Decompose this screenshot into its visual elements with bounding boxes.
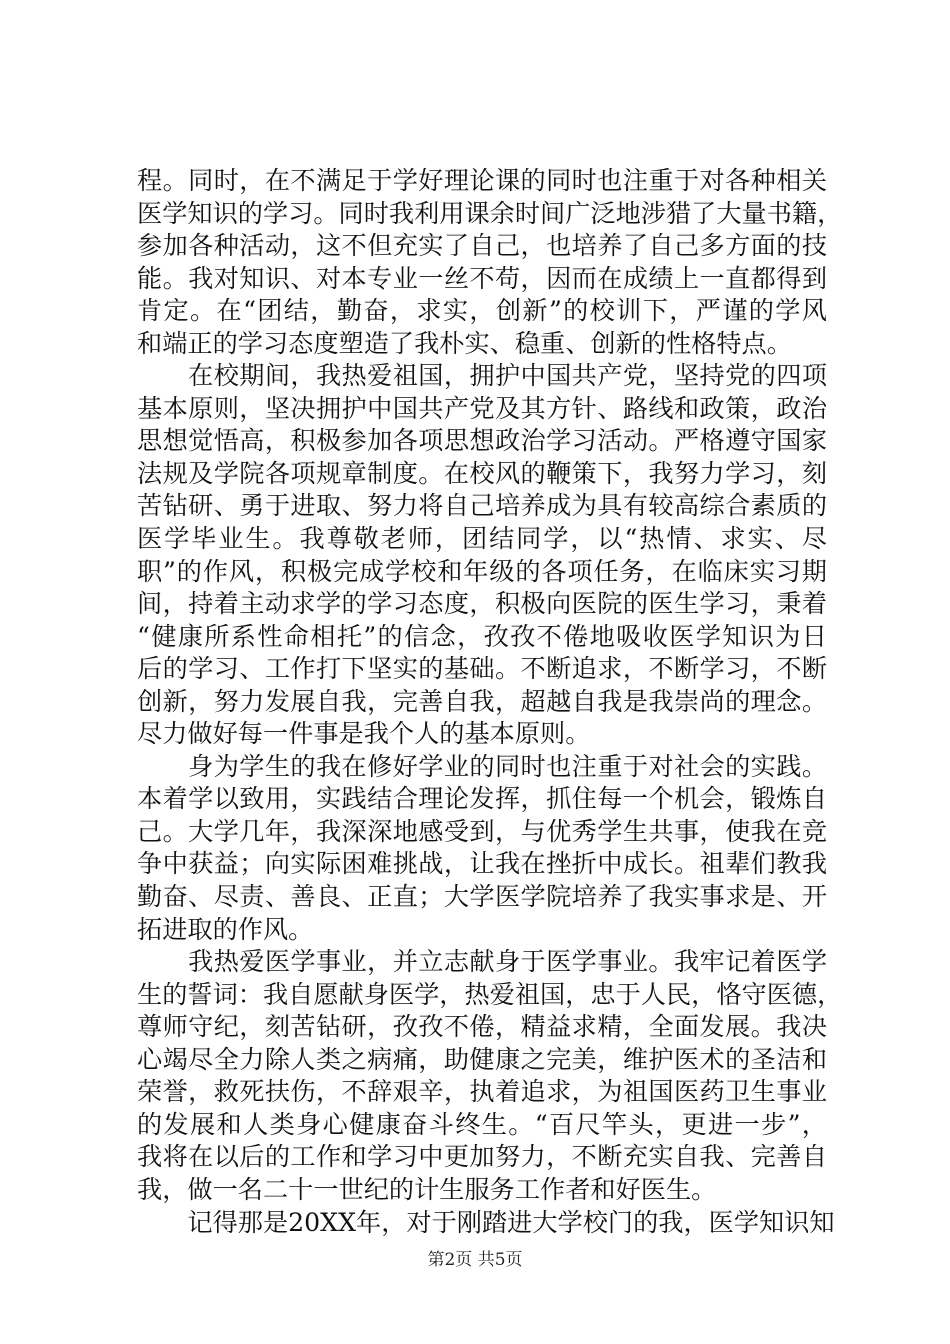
text-line: 创新，努力发展自我，完善自我，超越自我是我崇尚的理念。 bbox=[137, 686, 827, 716]
text-line: 荣誉，救死扶伤，不辞艰辛，执着追求，为祖国医药卫生事业 bbox=[137, 1077, 827, 1107]
text-line: 职”的作风，积极完成学校和年级的各项任务，在临床实习期 bbox=[137, 556, 827, 586]
paragraph bbox=[137, 360, 827, 751]
page-footer: 第2页 共5页 bbox=[427, 1250, 523, 1270]
paragraph bbox=[137, 1207, 835, 1240]
text-line: 在校期间，我热爱祖国，拥护中国共产党，坚持党的四项 bbox=[137, 361, 827, 391]
document-body bbox=[137, 165, 843, 1239]
text-line: 间，持着主动求学的学习态度，积极向医院的医生学习，秉着 bbox=[137, 589, 827, 619]
text-line: 我热爱医学事业，并立志献身于医学事业。我牢记着医学 bbox=[137, 947, 827, 977]
text-line: 参加各种活动，这不但充实了自己，也培养了自己多方面的技 bbox=[137, 231, 827, 261]
text-line: 苦钻研、勇于进取、努力将自己培养成为具有较高综合素质的 bbox=[137, 491, 827, 521]
text-line: 尊师守纪，刻苦钻研，孜孜不倦，精益求精，全面发展。我决 bbox=[137, 1012, 827, 1042]
text-line: 的发展和人类身心健康奋斗终生。“百尺竿头，更进一步”， bbox=[137, 1109, 827, 1139]
text-line: 勤奋、尽责、善良、正直；大学医学院培养了我实事求是、开 bbox=[137, 882, 827, 912]
text-line: 基本原则，坚决拥护中国共产党及其方针、路线和政策，政治 bbox=[137, 393, 827, 423]
text-line: 我将在以后的工作和学习中更加努力，不断充实自我、完善自 bbox=[137, 1142, 827, 1172]
paragraph bbox=[137, 751, 827, 946]
text-line: 拓进取的作风。 bbox=[137, 914, 314, 944]
text-line: 程。同时，在不满足于学好理论课的同时也注重于对各种相关 bbox=[137, 166, 827, 195]
paragraph bbox=[137, 165, 843, 360]
text-line: 尽力做好每一件事是我个人的基本原则。 bbox=[137, 719, 591, 749]
paragraph bbox=[137, 946, 843, 1206]
text-line: 本着学以致用，实践结合理论发挥，抓住每一个机会，锻炼自 bbox=[137, 784, 827, 814]
text-line: 身为学生的我在修好学业的同时也注重于对社会的实践。 bbox=[137, 751, 827, 781]
text-line: 心竭尽全力除人类之病痛，助健康之完美，维护医术的圣洁和 bbox=[137, 1044, 827, 1074]
text-line: 肯定。在“团结，勤奋，求实，创新”的校训下，严谨的学风 bbox=[137, 296, 827, 326]
text-line: 争中获益；向实际困难挑战，让我在挫折中成长。祖辈们教我 bbox=[137, 849, 827, 879]
text-line: 法规及学院各项规章制度。在校风的鞭策下，我努力学习，刻 bbox=[137, 458, 827, 488]
text-line: 和端正的学习态度塑造了我朴实、稳重、创新的性格特点。 bbox=[137, 328, 792, 358]
text-line: 后的学习、工作打下坚实的基础。不断追求，不断学习，不断 bbox=[137, 654, 827, 684]
text-line: 生的誓词：我自愿献身医学，热爱祖国，忠于人民，恪守医德， bbox=[137, 979, 843, 1009]
text-line: “健康所系性命相托”的信念，孜孜不倦地吸收医学知识为日 bbox=[137, 621, 827, 651]
text-line: 能。我对知识、对本专业一丝不苟，因而在成绩上一直都得到 bbox=[137, 263, 827, 293]
text-line: 记得那是20XX年，对于刚踏进大学校门的我，医学知识知 bbox=[137, 1207, 835, 1237]
text-line: 医学毕业生。我尊敬老师，团结同学，以“热情、求实、尽 bbox=[137, 524, 827, 554]
text-line: 医学知识的学习。同时我利用课余时间广泛地涉猎了大量书籍， bbox=[137, 198, 843, 228]
text-line: 我，做一名二十一世纪的计生服务工作者和好医生。 bbox=[137, 1174, 717, 1204]
text-line: 思想觉悟高，积极参加各项思想政治学习活动。严格遵守国家 bbox=[137, 426, 827, 456]
text-line: 己。大学几年，我深深地感受到，与优秀学生共事，使我在竞 bbox=[137, 816, 827, 846]
